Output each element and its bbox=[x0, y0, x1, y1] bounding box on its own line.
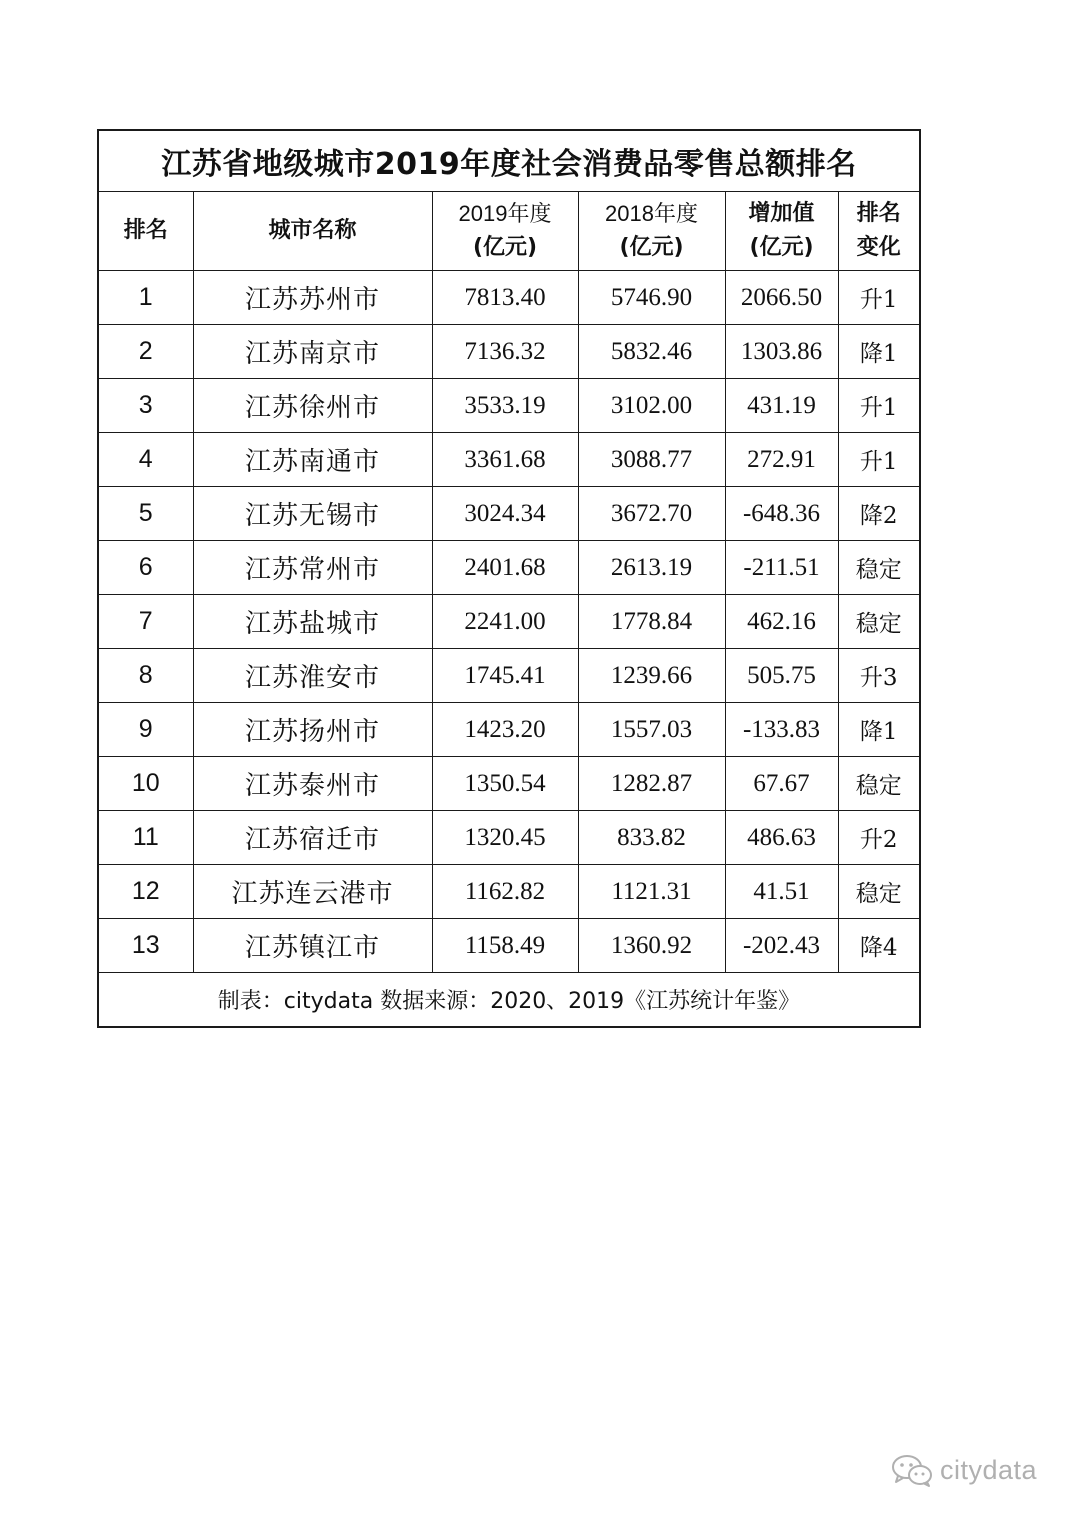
table-row bbox=[98, 487, 920, 541]
delta-cell: 67.67 bbox=[725, 757, 838, 811]
table-row bbox=[98, 649, 920, 703]
header-delta-label: 增加值 bbox=[748, 201, 815, 226]
table-row bbox=[98, 757, 920, 811]
delta-cell: 486.63 bbox=[725, 811, 838, 865]
rank-cell: 10 bbox=[98, 757, 193, 811]
delta-cell: -202.43 bbox=[725, 919, 838, 973]
value-2018-cell: 5832.46 bbox=[578, 325, 725, 379]
rank-cell: 3 bbox=[98, 379, 193, 433]
header-delta bbox=[725, 192, 838, 271]
header-2018-year: 2018年度 bbox=[605, 201, 698, 226]
watermark bbox=[890, 1452, 1037, 1488]
delta-cell: 272.91 bbox=[725, 433, 838, 487]
delta-cell: 462.16 bbox=[725, 595, 838, 649]
rank-change-cell: 降1 bbox=[838, 325, 920, 379]
rank-cell: 13 bbox=[98, 919, 193, 973]
rank-change-cell: 升1 bbox=[838, 271, 920, 325]
rank-cell: 9 bbox=[98, 703, 193, 757]
rank-change-cell: 降1 bbox=[838, 703, 920, 757]
city-cell: 江苏泰州市 bbox=[193, 757, 432, 811]
city-cell: 江苏苏州市 bbox=[193, 271, 432, 325]
delta-cell: 1303.86 bbox=[725, 325, 838, 379]
rank-change-cell: 稳定 bbox=[838, 541, 920, 595]
city-cell: 江苏淮安市 bbox=[193, 649, 432, 703]
rank-change-cell: 升1 bbox=[838, 379, 920, 433]
table-row bbox=[98, 541, 920, 595]
header-2019 bbox=[432, 192, 578, 271]
header-rank-change-line1: 排名 bbox=[856, 201, 901, 226]
value-2018-cell: 1557.03 bbox=[578, 703, 725, 757]
value-2019-cell: 2401.68 bbox=[432, 541, 578, 595]
rank-cell: 5 bbox=[98, 487, 193, 541]
value-2018-cell: 3102.00 bbox=[578, 379, 725, 433]
header-rank-change-line2: 变化 bbox=[856, 235, 901, 260]
value-2019-cell: 1423.20 bbox=[432, 703, 578, 757]
value-2018-cell: 3672.70 bbox=[578, 487, 725, 541]
rank-cell: 8 bbox=[98, 649, 193, 703]
table-row bbox=[98, 919, 920, 973]
delta-cell: 431.19 bbox=[725, 379, 838, 433]
header-2019-unit: (亿元) bbox=[472, 235, 538, 260]
table-row bbox=[98, 865, 920, 919]
delta-cell: 505.75 bbox=[725, 649, 838, 703]
value-2019-cell: 3533.19 bbox=[432, 379, 578, 433]
wechat-icon bbox=[890, 1452, 934, 1488]
table-row bbox=[98, 433, 920, 487]
header-city: 城市名称 bbox=[193, 192, 432, 271]
table-row bbox=[98, 703, 920, 757]
delta-cell: 2066.50 bbox=[725, 271, 838, 325]
value-2019-cell: 1745.41 bbox=[432, 649, 578, 703]
value-2018-cell: 1239.66 bbox=[578, 649, 725, 703]
value-2018-cell: 2613.19 bbox=[578, 541, 725, 595]
value-2018-cell: 833.82 bbox=[578, 811, 725, 865]
value-2019-cell: 3361.68 bbox=[432, 433, 578, 487]
city-cell: 江苏徐州市 bbox=[193, 379, 432, 433]
rank-change-cell: 稳定 bbox=[838, 757, 920, 811]
value-2019-cell: 1162.82 bbox=[432, 865, 578, 919]
city-cell: 江苏扬州市 bbox=[193, 703, 432, 757]
header-rank: 排名 bbox=[98, 192, 193, 271]
city-cell: 江苏无锡市 bbox=[193, 487, 432, 541]
value-2018-cell: 1282.87 bbox=[578, 757, 725, 811]
value-2019-cell: 2241.00 bbox=[432, 595, 578, 649]
value-2019-cell: 7136.32 bbox=[432, 325, 578, 379]
delta-cell: 41.51 bbox=[725, 865, 838, 919]
rank-cell: 4 bbox=[98, 433, 193, 487]
rank-change-cell: 升2 bbox=[838, 811, 920, 865]
header-delta-unit: (亿元) bbox=[749, 235, 814, 260]
city-cell: 江苏盐城市 bbox=[193, 595, 432, 649]
rank-cell: 11 bbox=[98, 811, 193, 865]
rank-cell: 2 bbox=[98, 325, 193, 379]
rank-change-cell: 稳定 bbox=[838, 595, 920, 649]
value-2018-cell: 1778.84 bbox=[578, 595, 725, 649]
header-2018-unit: (亿元) bbox=[619, 235, 684, 260]
value-2018-cell: 3088.77 bbox=[578, 433, 725, 487]
city-cell: 江苏宿迁市 bbox=[193, 811, 432, 865]
table-row bbox=[98, 325, 920, 379]
delta-cell: -211.51 bbox=[725, 541, 838, 595]
table-title: 江苏省地级城市2019年度社会消费品零售总额排名 bbox=[98, 130, 920, 192]
header-2019-year: 2019年度 bbox=[458, 201, 552, 226]
delta-cell: -133.83 bbox=[725, 703, 838, 757]
value-2018-cell: 1121.31 bbox=[578, 865, 725, 919]
header-row bbox=[98, 192, 920, 271]
rank-change-cell: 升1 bbox=[838, 433, 920, 487]
table-row bbox=[98, 811, 920, 865]
city-cell: 江苏常州市 bbox=[193, 541, 432, 595]
table-row bbox=[98, 379, 920, 433]
footer-row bbox=[98, 973, 920, 1028]
rank-change-cell: 降4 bbox=[838, 919, 920, 973]
rank-cell: 12 bbox=[98, 865, 193, 919]
retail-sales-ranking-table bbox=[97, 129, 921, 1028]
source-note: 制表：citydata 数据来源：2020、2019《江苏统计年鉴》 bbox=[98, 973, 920, 1028]
watermark-text: citydata bbox=[940, 1454, 1038, 1485]
value-2019-cell: 3024.34 bbox=[432, 487, 578, 541]
rank-change-cell: 稳定 bbox=[838, 865, 920, 919]
rank-cell: 1 bbox=[98, 271, 193, 325]
city-cell: 江苏南通市 bbox=[193, 433, 432, 487]
value-2019-cell: 1350.54 bbox=[432, 757, 578, 811]
rank-cell: 7 bbox=[98, 595, 193, 649]
city-cell: 江苏连云港市 bbox=[193, 865, 432, 919]
table-row bbox=[98, 271, 920, 325]
city-cell: 江苏镇江市 bbox=[193, 919, 432, 973]
city-cell: 江苏南京市 bbox=[193, 325, 432, 379]
value-2019-cell: 1158.49 bbox=[432, 919, 578, 973]
rank-cell: 6 bbox=[98, 541, 193, 595]
table-row bbox=[98, 595, 920, 649]
delta-cell: -648.36 bbox=[725, 487, 838, 541]
value-2019-cell: 7813.40 bbox=[432, 271, 578, 325]
header-rank-change bbox=[838, 192, 920, 271]
value-2019-cell: 1320.45 bbox=[432, 811, 578, 865]
rank-change-cell: 升3 bbox=[838, 649, 920, 703]
rank-change-cell: 降2 bbox=[838, 487, 920, 541]
value-2018-cell: 1360.92 bbox=[578, 919, 725, 973]
header-2018 bbox=[578, 192, 725, 271]
title-row bbox=[98, 130, 920, 192]
value-2018-cell: 5746.90 bbox=[578, 271, 725, 325]
